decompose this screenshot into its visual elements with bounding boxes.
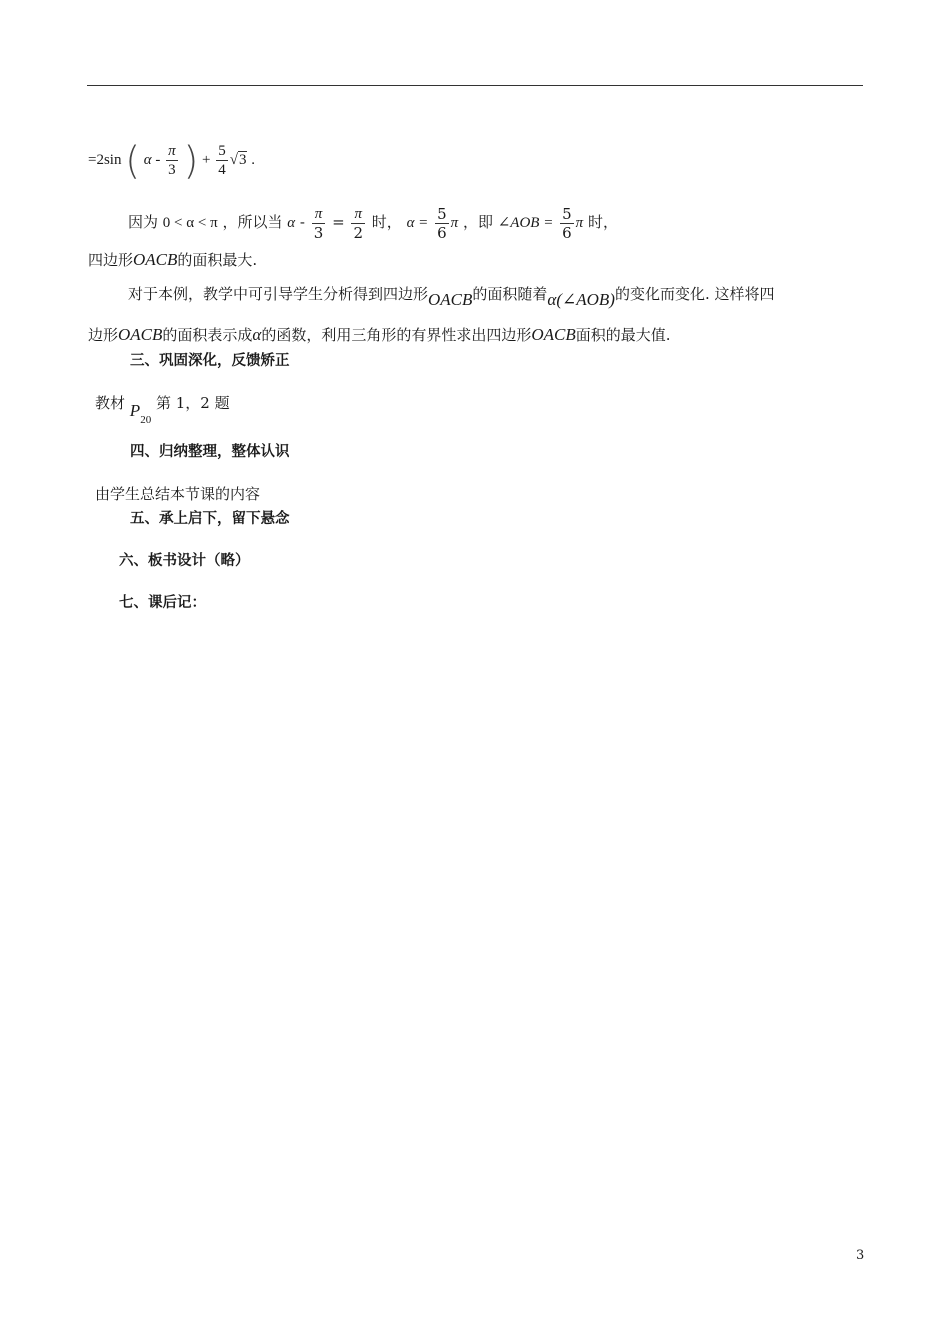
text: 时， <box>587 213 618 231</box>
section-heading-3: 三、巩固深化，反馈矫正 <box>130 353 290 369</box>
text: ，所以当 <box>222 213 283 231</box>
frac-denominator: 6 <box>437 223 447 242</box>
right-paren: ) <box>183 138 199 183</box>
fraction-pi-3 <box>166 142 178 179</box>
fraction-pi-2 <box>351 205 365 242</box>
sqrt-3: √3 <box>229 152 247 168</box>
text: 第 1，2 题 <box>155 394 230 412</box>
period: . <box>251 152 255 168</box>
header-rule <box>87 85 863 86</box>
fraction-5-6 <box>560 205 574 242</box>
alpha-symbol: α <box>547 290 557 309</box>
text: 四边形 <box>88 251 134 269</box>
text: 对于本例，教学中可引导学生分析得到四边形 <box>128 285 429 303</box>
quad-name: OACB <box>428 290 473 309</box>
alpha-symbol: α <box>143 152 152 168</box>
fraction-5-6 <box>435 205 449 242</box>
formula-eq: =2sin <box>88 152 122 168</box>
inequality: 0 < α < π <box>162 215 218 231</box>
left-paren: ( <box>125 138 141 183</box>
alpha-symbol: α <box>287 215 296 231</box>
text: 时， <box>371 213 402 231</box>
text: 的面积随着 <box>472 285 548 303</box>
alpha-equation: α = <box>406 215 429 231</box>
paragraph-line-1 <box>128 284 775 309</box>
pi-symbol: π <box>450 215 459 231</box>
quad-name: OACB <box>531 325 576 344</box>
text: 因为 <box>128 213 159 231</box>
section-heading-5: 五、承上启下，留下悬念 <box>130 511 290 527</box>
minus-sign: - <box>155 152 161 168</box>
text: 的变化而变化. 这样将四 <box>614 285 775 303</box>
text: ，即 <box>462 213 493 231</box>
quad-name: OACB <box>133 250 178 269</box>
frac-denominator: 3 <box>313 223 324 242</box>
formula-line <box>88 138 255 182</box>
frac-numerator: 5 <box>218 143 226 160</box>
quad-name: OACB <box>118 325 163 344</box>
section-heading-7: 七、课后记： <box>119 595 206 611</box>
alpha-symbol: α <box>252 325 262 344</box>
frac-denominator: 3 <box>166 160 178 179</box>
frac-denominator: 2 <box>353 223 363 242</box>
fraction-5-4 <box>216 142 228 179</box>
section-heading-6: 六、板书设计（略） <box>119 553 250 569</box>
text: 面积的最大值. <box>575 326 671 344</box>
textbook-reference <box>95 393 230 426</box>
fraction-pi-3 <box>312 205 326 242</box>
condition-line <box>128 200 618 245</box>
conclusion-line <box>88 250 257 270</box>
frac-numerator: π <box>168 143 176 160</box>
summary-text: 由学生总结本节课的内容 <box>95 485 261 503</box>
frac-numerator: 5 <box>562 204 572 223</box>
text: 边形 <box>88 326 119 344</box>
page-subscript: 20 <box>140 414 152 426</box>
sqrt-radicand: 3 <box>238 152 247 168</box>
frac-numerator: 5 <box>437 204 447 223</box>
text: 的面积表示成 <box>162 326 253 344</box>
frac-numerator: π <box>314 205 323 222</box>
frac-numerator: π <box>354 205 362 222</box>
text: 教材 <box>95 394 126 412</box>
text: 的函数，利用三角形的有界性求出四边形 <box>261 326 532 344</box>
page-number: 3 <box>856 1248 865 1263</box>
paragraph-line-2 <box>88 325 671 345</box>
pi-symbol: π <box>575 215 584 231</box>
equals-sign: = <box>332 213 345 231</box>
text: 的面积最大. <box>177 251 258 269</box>
section-heading-4: 四、归纳整理，整体认识 <box>130 444 290 460</box>
angle-expression: (∠AOB) <box>556 290 615 309</box>
frac-denominator: 4 <box>218 162 226 179</box>
plus-sign: + <box>202 152 211 168</box>
minus-sign: - <box>299 213 305 231</box>
page-symbol: P <box>129 401 141 420</box>
frac-denominator: 6 <box>562 223 572 242</box>
angle-equation: ∠AOB = <box>497 215 554 231</box>
